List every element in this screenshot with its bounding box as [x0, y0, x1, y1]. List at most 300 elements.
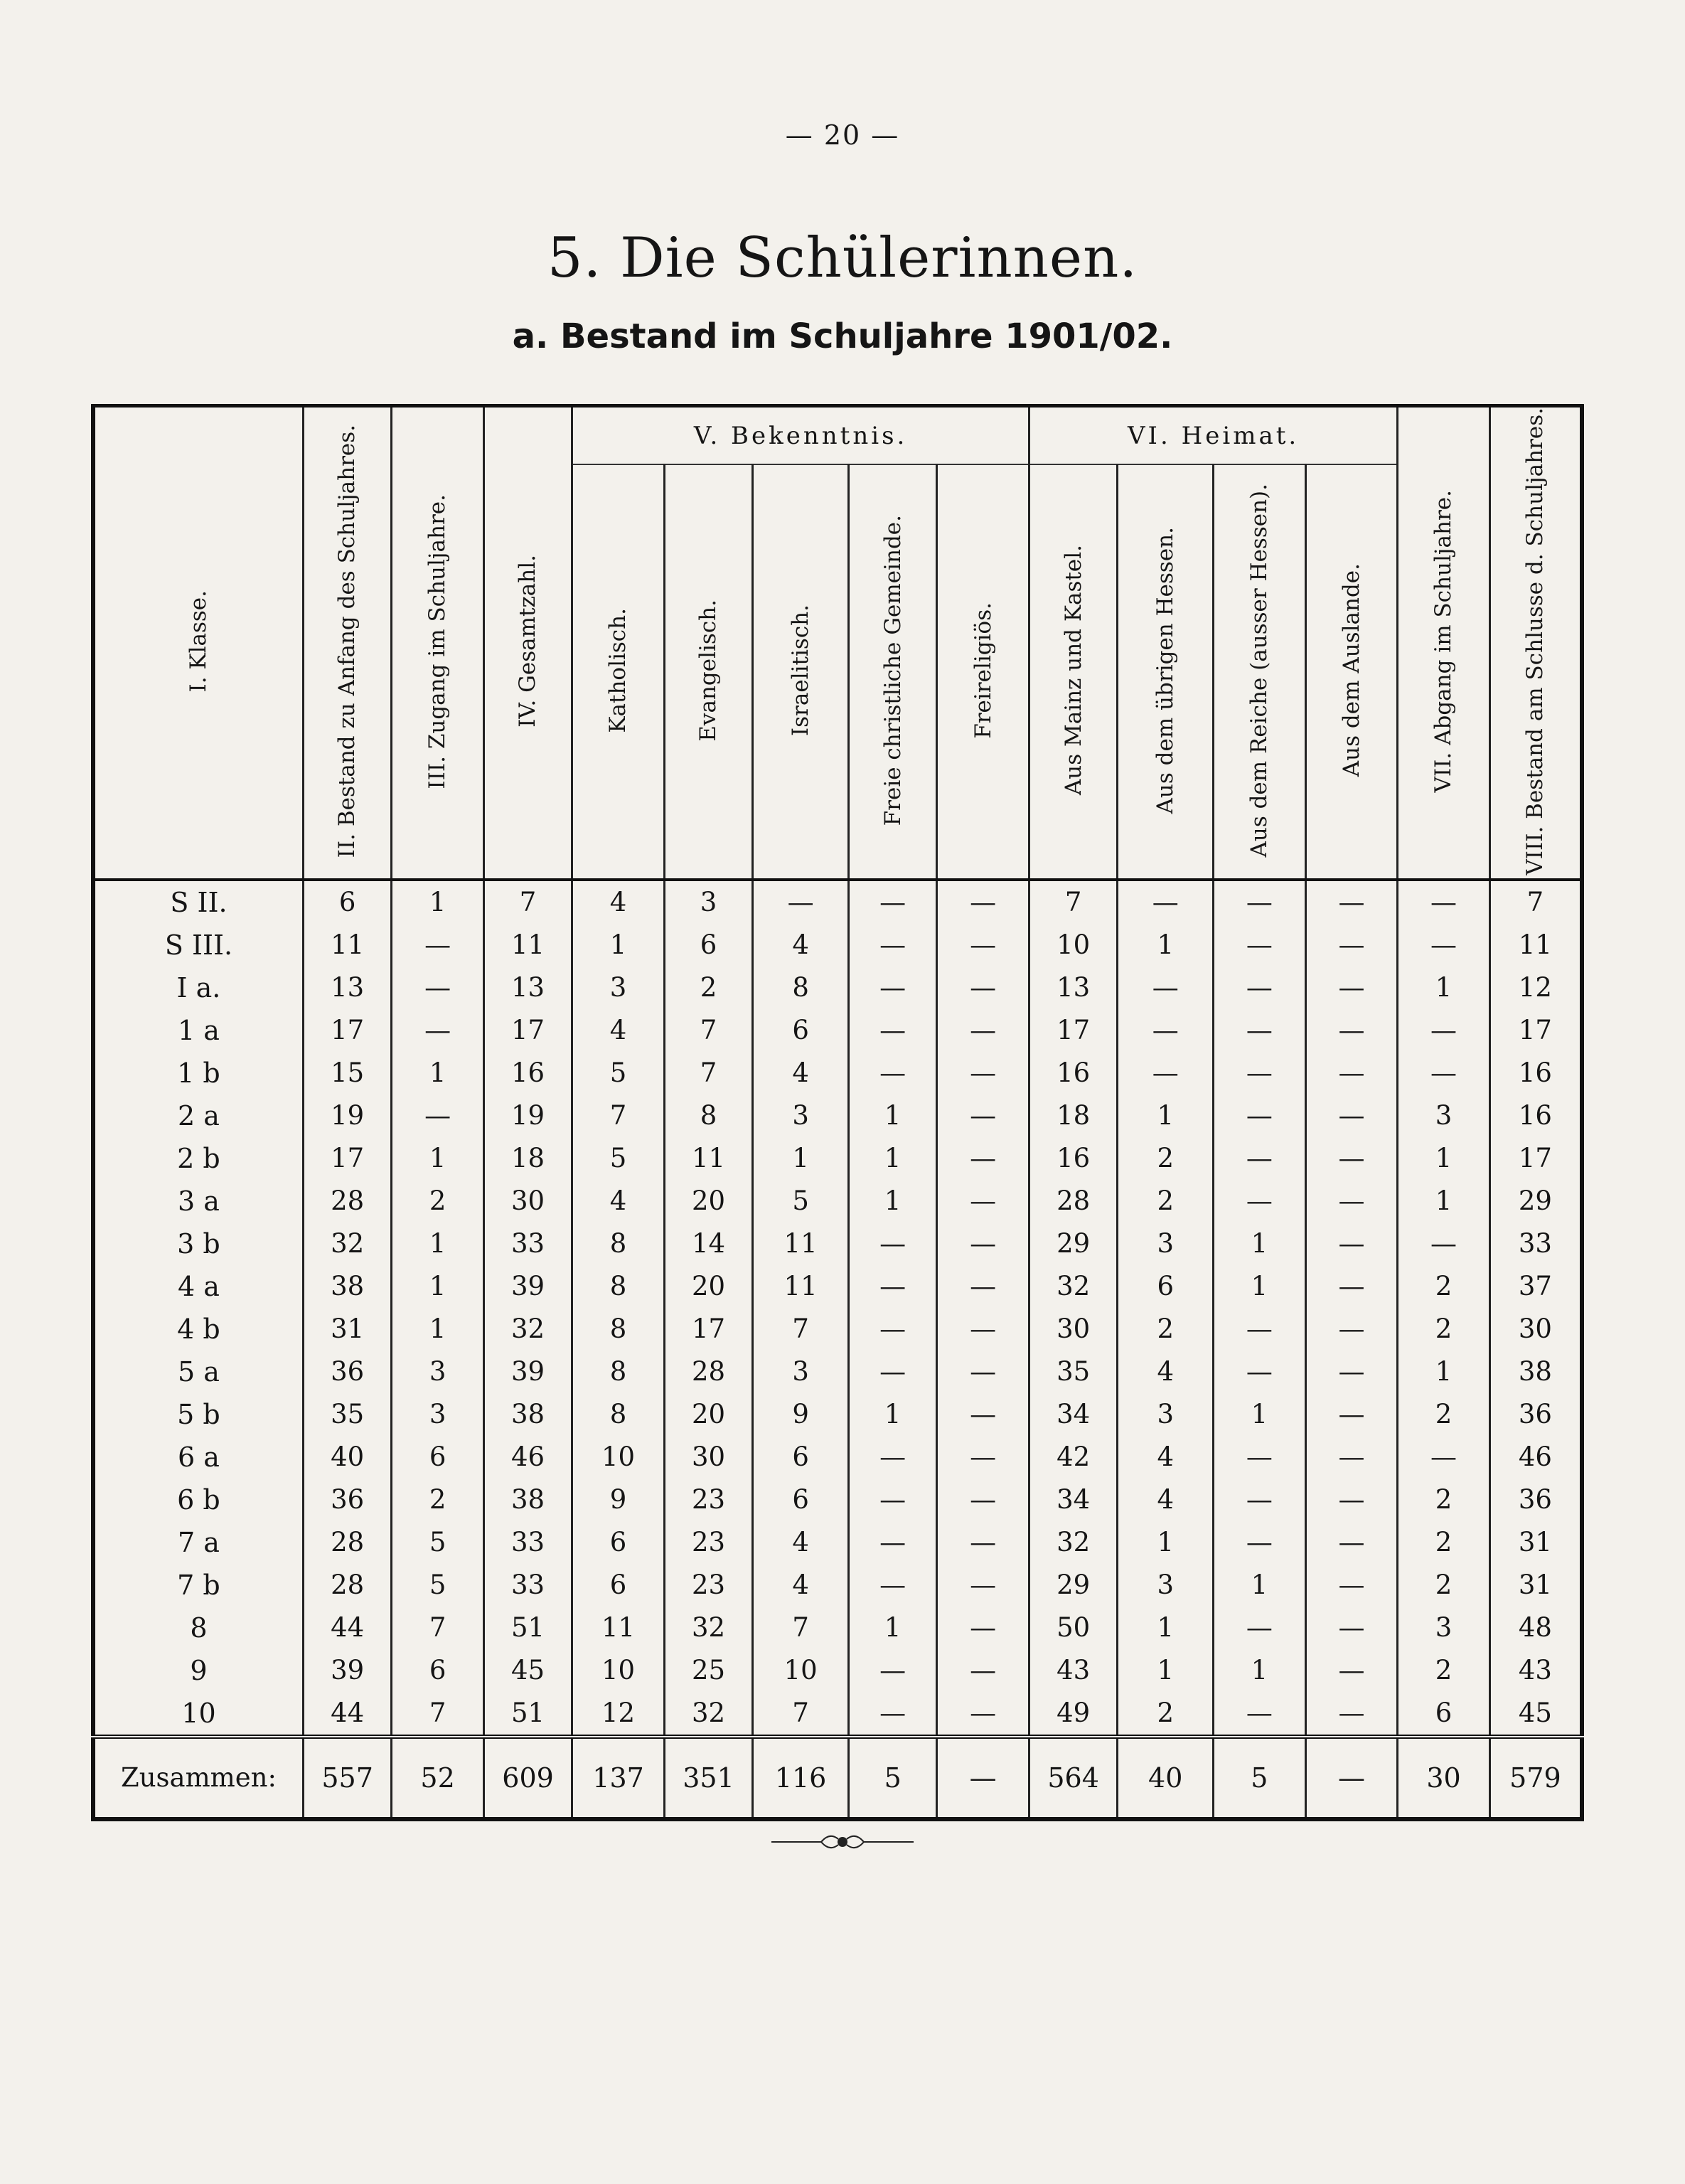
table-row — [93, 1009, 1582, 1052]
class-cell: 6 a — [93, 1436, 303, 1479]
table-cell: 12 — [572, 1692, 665, 1737]
class-cell: 5 b — [93, 1393, 303, 1436]
table-cell: 11 — [483, 924, 572, 966]
table-cell: 39 — [303, 1649, 391, 1692]
table-cell: 2 — [1398, 1479, 1490, 1521]
table-cell: 2 — [392, 1479, 484, 1521]
table-cell: 36 — [1489, 1393, 1582, 1436]
table-cell: — — [392, 924, 484, 966]
table-cell: 6 — [753, 1479, 849, 1521]
table-cell: 4 — [1118, 1351, 1214, 1393]
table-row — [93, 1308, 1582, 1351]
table-cell: 7 — [483, 880, 572, 924]
class-cell: 4 b — [93, 1308, 303, 1351]
table-cell: 32 — [664, 1692, 752, 1737]
table-cell: 32 — [664, 1607, 752, 1649]
table-cell: — — [848, 1222, 936, 1265]
totals-cell: 5 — [1214, 1737, 1306, 1819]
table-cell: 7 — [392, 1607, 484, 1649]
table-cell: 6 — [753, 1009, 849, 1052]
table-cell: 11 — [753, 1265, 849, 1308]
table-cell: 49 — [1029, 1692, 1117, 1737]
col-header-freireligioes: Freireligiös. — [937, 464, 1029, 879]
table-cell: — — [937, 1094, 1029, 1137]
table-cell: — — [937, 1564, 1029, 1607]
table-cell: 50 — [1029, 1607, 1117, 1649]
table-cell: — — [1305, 880, 1398, 924]
table-cell: 2 — [1398, 1265, 1490, 1308]
table-cell: — — [848, 1265, 936, 1308]
table-cell: — — [1398, 924, 1490, 966]
class-cell: 5 a — [93, 1351, 303, 1393]
table-cell: 1 — [392, 1265, 484, 1308]
table-cell: — — [1118, 880, 1214, 924]
table-cell: 25 — [664, 1649, 752, 1692]
table-cell: 28 — [303, 1564, 391, 1607]
class-cell: S III. — [93, 924, 303, 966]
section-subheading: a. Bestand im Schuljahre 1901/02. — [512, 316, 1173, 356]
table-cell: 2 — [664, 966, 752, 1009]
table-cell: — — [1305, 1436, 1398, 1479]
table-cell: 33 — [483, 1222, 572, 1265]
table-cell: — — [1214, 1308, 1306, 1351]
table-cell: 1 — [848, 1180, 936, 1222]
table-cell: — — [1398, 1009, 1490, 1052]
table-cell: 51 — [483, 1692, 572, 1737]
table-cell: 44 — [303, 1607, 391, 1649]
table-cell: 7 — [392, 1692, 484, 1737]
table-cell: — — [937, 966, 1029, 1009]
table-cell: 1 — [848, 1607, 936, 1649]
totals-cell: 5 — [848, 1737, 936, 1819]
table-cell: 1 — [392, 1052, 484, 1094]
table-cell: 34 — [1029, 1479, 1117, 1521]
table-cell: 6 — [572, 1564, 665, 1607]
table-row — [93, 1265, 1582, 1308]
table-cell: 5 — [753, 1180, 849, 1222]
table-cell: 38 — [483, 1393, 572, 1436]
table-cell: — — [937, 1649, 1029, 1692]
totals-cell: 609 — [483, 1737, 572, 1819]
table-row — [93, 1222, 1582, 1265]
table-footer — [93, 1737, 1582, 1819]
table-cell: 38 — [483, 1479, 572, 1521]
col-header-katholisch: Katholisch. — [572, 464, 665, 879]
totals-cell: 40 — [1118, 1737, 1214, 1819]
table-cell: 8 — [664, 1094, 752, 1137]
table-cell: 12 — [1489, 966, 1582, 1009]
table-cell: 23 — [664, 1479, 752, 1521]
table-row — [93, 880, 1582, 924]
table-cell: 1 — [1118, 1521, 1214, 1564]
table-cell: 7 — [1029, 880, 1117, 924]
table-cell: 9 — [572, 1479, 665, 1521]
table-cell: 3 — [753, 1351, 849, 1393]
table-row — [93, 1436, 1582, 1479]
table-cell: 1 — [1214, 1265, 1306, 1308]
table-cell: 7 — [572, 1094, 665, 1137]
table-cell: 1 — [1118, 924, 1214, 966]
table-cell: 2 — [1398, 1393, 1490, 1436]
fleuron-ornament-icon — [771, 1828, 914, 1856]
group-header-bekenntnis: V. Bekenntnis. — [572, 406, 1029, 465]
class-cell: S II. — [93, 880, 303, 924]
col-header-freie-christliche: Freie christliche Gemeinde. — [848, 464, 936, 879]
table-cell: 1 — [1398, 1137, 1490, 1180]
table-cell: 20 — [664, 1393, 752, 1436]
totals-cell: 30 — [1398, 1737, 1490, 1819]
table-cell: 16 — [1029, 1137, 1117, 1180]
table-cell: 7 — [753, 1692, 849, 1737]
table-row — [93, 1094, 1582, 1137]
table-cell: 6 — [392, 1436, 484, 1479]
table-cell: — — [1214, 1351, 1306, 1393]
table-cell: 6 — [1398, 1692, 1490, 1737]
table-cell: 10 — [572, 1436, 665, 1479]
table-cell: — — [1305, 1521, 1398, 1564]
table-cell: 11 — [1489, 924, 1582, 966]
table-cell: 18 — [1029, 1094, 1117, 1137]
totals-cell: 351 — [664, 1737, 752, 1819]
table-cell: — — [937, 1393, 1029, 1436]
table-cell: — — [1214, 1436, 1306, 1479]
table-cell: 39 — [483, 1265, 572, 1308]
class-cell: 9 — [93, 1649, 303, 1692]
table-cell: 33 — [483, 1564, 572, 1607]
table-row — [93, 1607, 1582, 1649]
table-cell: — — [937, 1265, 1029, 1308]
class-cell: 10 — [93, 1692, 303, 1737]
table-row — [93, 1649, 1582, 1692]
table-cell: — — [1305, 1009, 1398, 1052]
table-cell: 4 — [753, 924, 849, 966]
table-cell: — — [848, 1308, 936, 1351]
table-cell: 20 — [664, 1180, 752, 1222]
class-cell: 3 b — [93, 1222, 303, 1265]
table-cell: 6 — [664, 924, 752, 966]
table-cell: 33 — [483, 1521, 572, 1564]
table-cell: 18 — [483, 1137, 572, 1180]
table-cell: 17 — [1489, 1137, 1582, 1180]
table-cell: 32 — [303, 1222, 391, 1265]
table-cell: 4 — [753, 1564, 849, 1607]
table-cell: 1 — [572, 924, 665, 966]
table-cell: — — [1305, 1094, 1398, 1137]
table-cell: 1 — [1398, 1180, 1490, 1222]
totals-cell: — — [1305, 1737, 1398, 1819]
table-cell: 11 — [303, 924, 391, 966]
table-cell: — — [392, 1094, 484, 1137]
table-cell: — — [937, 1137, 1029, 1180]
table-cell: 8 — [572, 1351, 665, 1393]
table-header — [93, 406, 1582, 880]
totals-cell: 137 — [572, 1737, 665, 1819]
table-cell: — — [937, 924, 1029, 966]
table-cell: 2 — [1398, 1649, 1490, 1692]
table-cell: — — [848, 1009, 936, 1052]
table-cell: 4 — [1118, 1436, 1214, 1479]
table-cell: 3 — [392, 1393, 484, 1436]
table-cell: — — [848, 924, 936, 966]
table-cell: 17 — [664, 1308, 752, 1351]
table-cell: 32 — [483, 1308, 572, 1351]
table-cell: — — [1305, 1393, 1398, 1436]
class-cell: 7 b — [93, 1564, 303, 1607]
table-cell: 11 — [664, 1137, 752, 1180]
table-cell: 36 — [1489, 1479, 1582, 1521]
table-cell: 1 — [392, 1137, 484, 1180]
table-cell: 2 — [1118, 1308, 1214, 1351]
table-row — [93, 1564, 1582, 1607]
table-cell: 32 — [1029, 1265, 1117, 1308]
table-cell: — — [1305, 1180, 1398, 1222]
class-cell: 3 a — [93, 1180, 303, 1222]
table-cell: 6 — [753, 1436, 849, 1479]
table-cell: 17 — [303, 1009, 391, 1052]
table-cell: — — [937, 1436, 1029, 1479]
totals-cell: 579 — [1489, 1737, 1582, 1819]
table-cell: 28 — [664, 1351, 752, 1393]
table-row — [93, 1521, 1582, 1564]
table-cell: 31 — [303, 1308, 391, 1351]
table-cell: 51 — [483, 1607, 572, 1649]
col-header-gesamtzahl: IV. Gesamtzahl. — [483, 406, 572, 880]
table-cell: — — [1305, 1052, 1398, 1094]
table-cell: 28 — [1029, 1180, 1117, 1222]
table-cell: 38 — [1489, 1351, 1582, 1393]
table-cell: — — [1305, 1351, 1398, 1393]
table-cell: 42 — [1029, 1436, 1117, 1479]
class-cell: 1 a — [93, 1009, 303, 1052]
col-header-zugang: III. Zugang im Schuljahre. — [392, 406, 484, 880]
table-cell: — — [1214, 1180, 1306, 1222]
col-header-klasse: I. Klasse. — [93, 406, 303, 880]
table-cell: 2 — [1118, 1180, 1214, 1222]
table-cell: 31 — [1489, 1564, 1582, 1607]
table-cell: 23 — [664, 1564, 752, 1607]
table-cell: 2 — [1398, 1521, 1490, 1564]
table-cell: — — [1398, 1222, 1490, 1265]
table-cell: 17 — [1029, 1009, 1117, 1052]
table-cell: 35 — [303, 1393, 391, 1436]
table-cell: 1 — [1214, 1393, 1306, 1436]
table-cell: 1 — [1214, 1564, 1306, 1607]
table-cell: 13 — [303, 966, 391, 1009]
table-cell: — — [848, 1692, 936, 1737]
table-cell: — — [1305, 1692, 1398, 1737]
table-cell: 13 — [1029, 966, 1117, 1009]
table-cell: 30 — [483, 1180, 572, 1222]
table-cell: — — [937, 1052, 1029, 1094]
table-cell: 8 — [572, 1308, 665, 1351]
table-cell: — — [1118, 1009, 1214, 1052]
table-cell: — — [1214, 1521, 1306, 1564]
table-cell: 7 — [664, 1052, 752, 1094]
table-row — [93, 924, 1582, 966]
table-cell: — — [848, 1479, 936, 1521]
table-body — [93, 880, 1582, 1737]
table-cell: 3 — [572, 966, 665, 1009]
table-cell: 23 — [664, 1521, 752, 1564]
col-header-ausland: Aus dem Auslande. — [1305, 464, 1398, 879]
table-cell: 48 — [1489, 1607, 1582, 1649]
table-cell: 7 — [1489, 880, 1582, 924]
table-cell: 29 — [1489, 1180, 1582, 1222]
table-cell: — — [1118, 1052, 1214, 1094]
table-cell: — — [392, 1009, 484, 1052]
table-cell: 20 — [664, 1265, 752, 1308]
table-cell: — — [1214, 966, 1306, 1009]
totals-cell: 557 — [303, 1737, 391, 1819]
table-cell: 1 — [848, 1393, 936, 1436]
table-cell: 2 — [1118, 1137, 1214, 1180]
table-cell: 38 — [303, 1265, 391, 1308]
class-cell: 2 a — [93, 1094, 303, 1137]
table-cell: 1 — [848, 1137, 936, 1180]
table-cell: — — [1214, 1137, 1306, 1180]
table-cell: 4 — [572, 1009, 665, 1052]
table-cell: 7 — [753, 1308, 849, 1351]
table-cell: — — [1305, 1137, 1398, 1180]
table-cell: — — [1214, 924, 1306, 966]
table-cell: 34 — [1029, 1393, 1117, 1436]
table-cell: 11 — [572, 1607, 665, 1649]
table-cell: — — [392, 966, 484, 1009]
section-heading: 5. Die Schülerinnen. — [547, 226, 1138, 290]
table-cell: 4 — [753, 1052, 849, 1094]
table-cell: 19 — [303, 1094, 391, 1137]
table-cell: 13 — [483, 966, 572, 1009]
class-cell: 1 b — [93, 1052, 303, 1094]
class-cell: 2 b — [93, 1137, 303, 1180]
table-cell: 3 — [1118, 1222, 1214, 1265]
table-cell: — — [1214, 1479, 1306, 1521]
table-cell: 8 — [572, 1222, 665, 1265]
table-cell: 3 — [753, 1094, 849, 1137]
totals-cell: 52 — [392, 1737, 484, 1819]
table-cell: 5 — [572, 1137, 665, 1180]
table-cell: 30 — [664, 1436, 752, 1479]
table-cell: 5 — [392, 1521, 484, 1564]
table-cell: 4 — [1118, 1479, 1214, 1521]
table-cell: — — [1118, 966, 1214, 1009]
table-cell: 14 — [664, 1222, 752, 1265]
table-cell: 6 — [303, 880, 391, 924]
table-cell: — — [753, 880, 849, 924]
table-cell: — — [848, 1351, 936, 1393]
table-cell: — — [937, 1351, 1029, 1393]
table-cell: 1 — [1214, 1222, 1306, 1265]
page-number: — 20 — — [785, 119, 900, 151]
table-cell: — — [848, 966, 936, 1009]
col-header-reich: Aus dem Reiche (ausser Hessen). — [1214, 464, 1306, 879]
table-cell: 43 — [1029, 1649, 1117, 1692]
table-cell: 16 — [483, 1052, 572, 1094]
table-cell: 46 — [483, 1436, 572, 1479]
table-cell: 4 — [572, 1180, 665, 1222]
table-cell: 32 — [1029, 1521, 1117, 1564]
table-cell: 37 — [1489, 1265, 1582, 1308]
table-cell: 8 — [572, 1265, 665, 1308]
table-row — [93, 1393, 1582, 1436]
table-row — [93, 1052, 1582, 1094]
table-cell: — — [937, 1479, 1029, 1521]
table-cell: 31 — [1489, 1521, 1582, 1564]
table-cell: 28 — [303, 1521, 391, 1564]
table-cell: 39 — [483, 1351, 572, 1393]
table-cell: 43 — [1489, 1649, 1582, 1692]
table-cell: 10 — [753, 1649, 849, 1692]
table-cell: 1 — [753, 1137, 849, 1180]
table-cell: 1 — [1398, 1351, 1490, 1393]
table-cell: — — [937, 1692, 1029, 1737]
table-cell: 10 — [572, 1649, 665, 1692]
table-cell: 4 — [753, 1521, 849, 1564]
table-cell: — — [937, 1607, 1029, 1649]
table-cell: — — [1214, 880, 1306, 924]
table-row — [93, 1692, 1582, 1737]
totals-cell: 564 — [1029, 1737, 1117, 1819]
col-header-mainz-kastel: Aus Mainz und Kastel. — [1029, 464, 1117, 879]
table-cell: — — [1305, 966, 1398, 1009]
table-cell: — — [1305, 1564, 1398, 1607]
table-cell: 9 — [753, 1393, 849, 1436]
table-cell: 30 — [1489, 1308, 1582, 1351]
totals-row — [93, 1737, 1582, 1819]
totals-label: Zusammen: — [93, 1737, 303, 1819]
table-cell: — — [937, 880, 1029, 924]
table-cell: 33 — [1489, 1222, 1582, 1265]
table-cell: 1 — [1118, 1607, 1214, 1649]
table-cell: — — [848, 1564, 936, 1607]
table-cell: 10 — [1029, 924, 1117, 966]
table-cell: — — [848, 880, 936, 924]
table-cell: 29 — [1029, 1222, 1117, 1265]
table-cell: 2 — [1398, 1564, 1490, 1607]
group-header-heimat: VI. Heimat. — [1029, 406, 1397, 465]
table-cell: 46 — [1489, 1436, 1582, 1479]
table-cell: 1 — [1118, 1094, 1214, 1137]
table-cell: — — [848, 1436, 936, 1479]
table-cell: — — [1214, 1692, 1306, 1737]
table-cell: 45 — [1489, 1692, 1582, 1737]
table-cell: 3 — [1398, 1094, 1490, 1137]
table-cell: 40 — [303, 1436, 391, 1479]
table-cell: 29 — [1029, 1564, 1117, 1607]
table-cell: 3 — [392, 1351, 484, 1393]
table-cell: 35 — [1029, 1351, 1117, 1393]
col-header-abgang: VII. Abgang im Schuljahre. — [1398, 406, 1490, 880]
col-header-uebriges-hessen: Aus dem übrigen Hessen. — [1118, 464, 1214, 879]
table-cell: — — [848, 1521, 936, 1564]
table-cell: — — [848, 1649, 936, 1692]
table-cell: 44 — [303, 1692, 391, 1737]
col-header-bestand-anfang: II. Bestand zu Anfang des Schuljahres. — [303, 406, 391, 880]
table-cell: 19 — [483, 1094, 572, 1137]
table-cell: 30 — [1029, 1308, 1117, 1351]
table-cell: — — [1305, 1479, 1398, 1521]
table-cell: — — [1214, 1094, 1306, 1137]
table-cell: 17 — [483, 1009, 572, 1052]
table-cell: — — [1398, 1436, 1490, 1479]
table-cell: 3 — [1398, 1607, 1490, 1649]
table-cell: 1 — [848, 1094, 936, 1137]
table-cell: 8 — [753, 966, 849, 1009]
enrollment-table-container — [91, 404, 1584, 1794]
table-cell: — — [1305, 924, 1398, 966]
table-cell: 28 — [303, 1180, 391, 1222]
table-cell: — — [848, 1052, 936, 1094]
